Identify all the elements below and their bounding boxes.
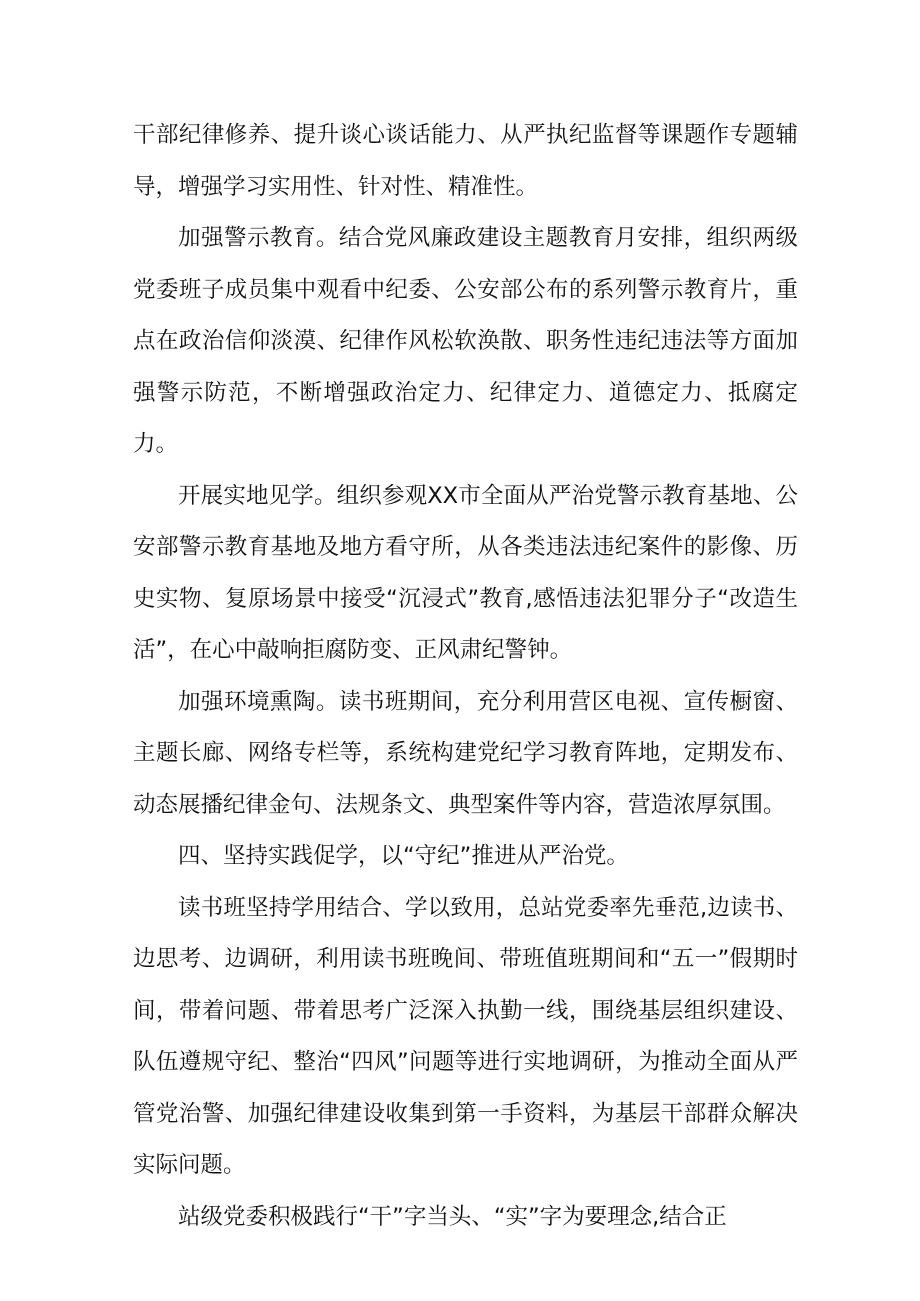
document-body [133,110,798,1243]
paragraph-practice: 读书班坚持学用结合、学以致用，总站党委率先垂范,边读书、边思考、边调研，利用读书班晚间、带班值班期间和“五一”假期时间，带着问题、带着思考广泛深入执勤一线，围绕基层组织建设、队伍遵规守纪、整治“四风”问题等进行实地调研，为推动全面从严管党治警、加强纪律建设收集到第一手资料，为基层干部群众解决实际问题。 [133,894,798,1178]
paragraph-station-committee: 站级党委积极践行“干”字当头、“实”字为要理念,结合正 [178,1203,727,1230]
paragraph-warning-education: 加强警示教育。结合党风廉政建设主题教育月安排，组织两级党委班子成员集中观看中纪委、公安部公布的系列警示教育片，重点在政治信仰淡漠、纪律作风松软涣散、职务性违纪违法等方面加强警示防范，不断增强政治定力、纪律定力、道德定力、抵腐定力。 [133,225,798,457]
paragraph-site-visit: 开展实地见学。组织参观XX市全面从严治党警示教育基地、公安部警示教育基地及地方看守所，从各类违法违纪案件的影像、历史实物、复原场景中接受“沉浸式”教育,感悟违法犯罪分子“改造生活”，在心中敲响拒腐防变、正风肃纪警钟。 [133,482,798,663]
section-heading-four: 四、坚持实践促学，以“守纪”推进从严治党。 [178,843,629,869]
paragraph-environment: 加强环境熏陶。读书班期间，充分利用营区电视、宣传橱窗、主题长廊、网络专栏等，系统构建党纪学习教育阵地，定期发布、动态展播纪律金句、法规条文、典型案件等内容，营造浓厚氛围。 [133,688,798,818]
paragraph-continued: 干部纪律修养、提升谈心谈话能力、从严执纪监督等课题作专题辅导，增强学习实用性、针对性、精准性。 [133,122,798,200]
